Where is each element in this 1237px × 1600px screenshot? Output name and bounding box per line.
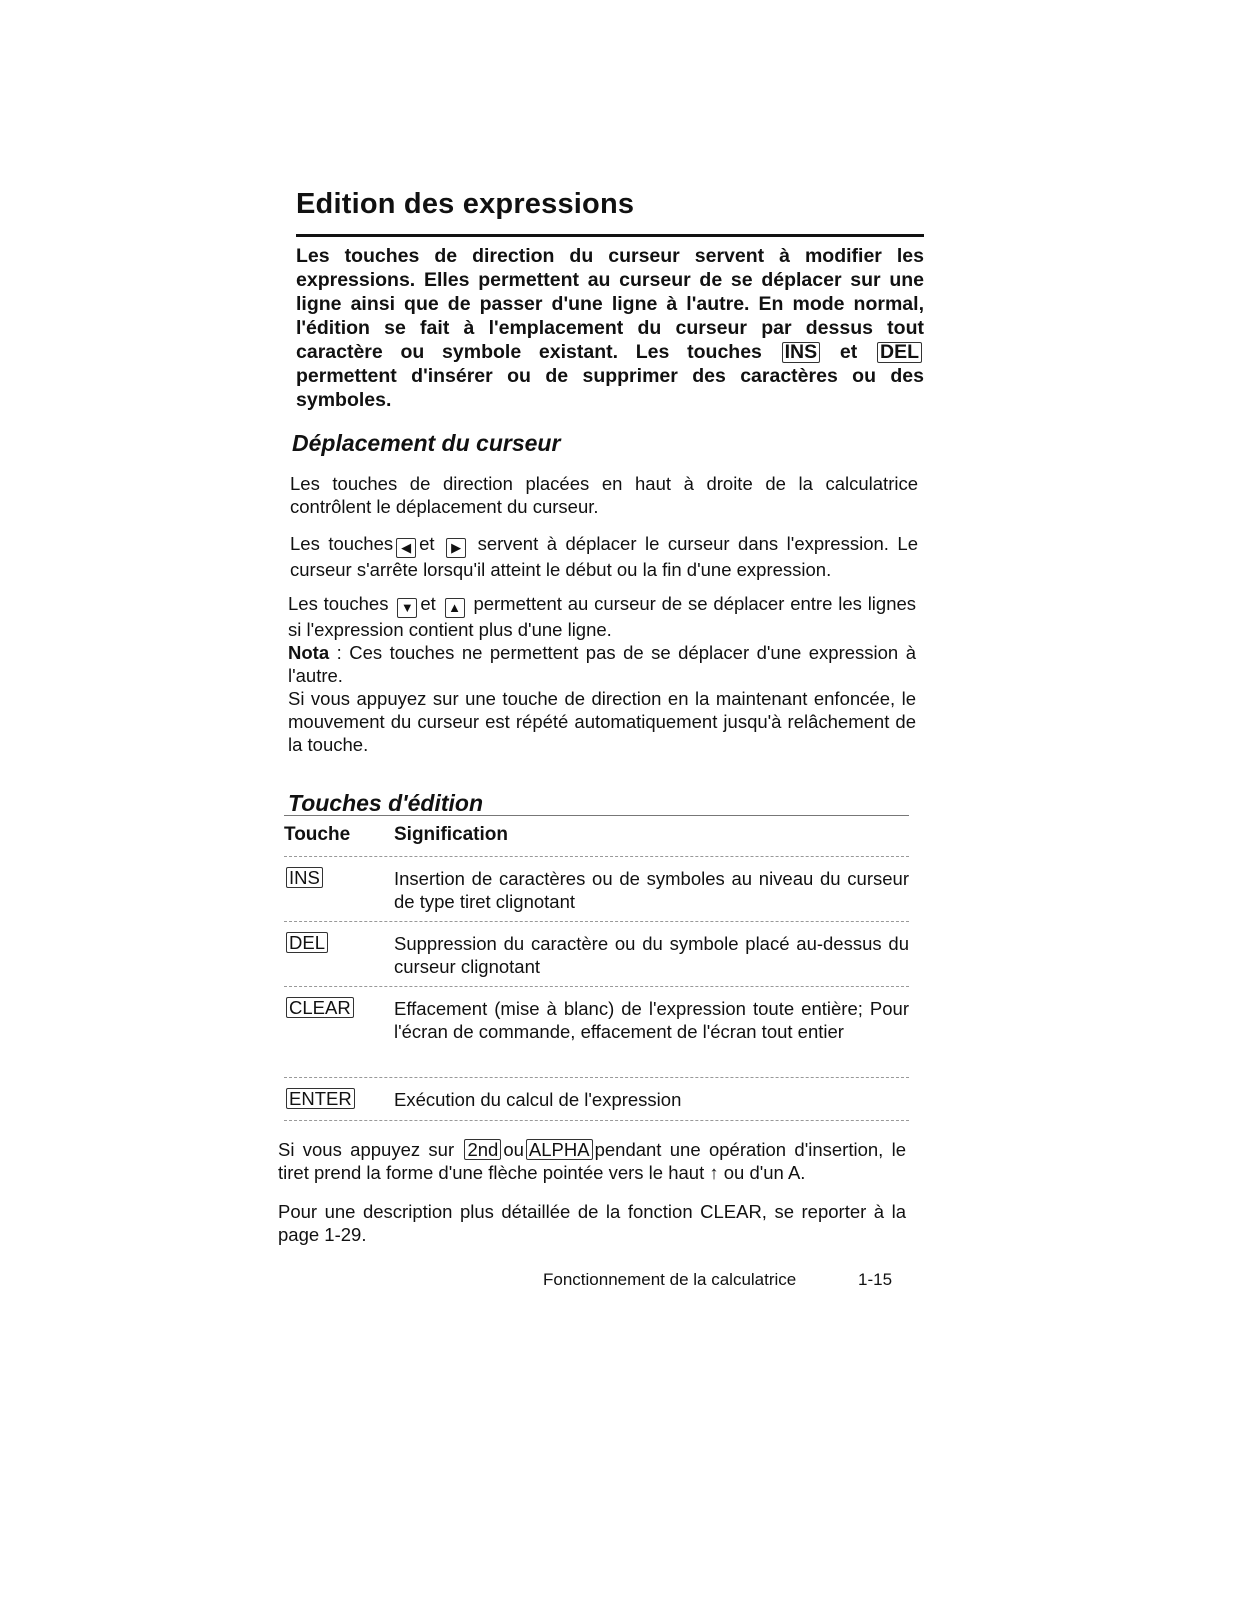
2nd-key: 2nd (464, 1139, 501, 1160)
table-key-del: DEL (286, 932, 328, 953)
table-header (284, 815, 909, 857)
table-row (284, 857, 909, 922)
section-title-cursor: Déplacement du curseur (292, 430, 561, 456)
table-desc-clear: Effacement (mise à blanc) de l'expression toute entière; Pour l'écran de commande, effacement de l'écran tout entier (394, 998, 909, 1042)
cursor-paragraph-3 (288, 592, 916, 756)
cursor-paragraph-2 (290, 532, 918, 581)
section-title-edit-keys: Touches d'édition (288, 790, 484, 816)
clear-reference-paragraph: Pour une description plus détaillée de la fonction CLEAR, se reporter à la page 1-29. (278, 1201, 906, 1245)
up-arrow-key-icon: ▲ (445, 598, 465, 618)
p3-text-4: Si vous appuyez sur une touche de direction en la maintenant enfoncée, le mouvement du curseur est répété automatiquement jusqu'à relâchement de la touche. (288, 688, 916, 755)
down-arrow-key-icon: ▼ (397, 598, 417, 618)
table-desc-ins: Insertion de caractères ou de symboles au niveau du curseur de type tiret clignotant (394, 868, 909, 912)
footer-chapter: Fonctionnement de la calculatrice (543, 1270, 797, 1289)
cursor-paragraph-1: Les touches de direction placées en haut à droite de la calculatrice contrôlent le déplacement du curseur. (290, 473, 918, 517)
intro-text-2: et (839, 341, 858, 363)
footer-page-number: 1-15 (858, 1270, 893, 1289)
edit-keys-table (284, 815, 909, 1121)
p2-text-1: Les touches (290, 533, 394, 554)
left-arrow-key-icon: ◀ (396, 538, 416, 558)
del-key: DEL (877, 342, 922, 363)
table-key-enter: ENTER (286, 1088, 355, 1109)
column-header-meaning: Signification (394, 824, 508, 845)
p3-text-3: permettent au curseur de se déplacer entre les lignes si l'expression contient plus d'une ligne. (288, 593, 917, 640)
p2-text-3: servent à déplacer le curseur dans l'expression. Le curseur s'arrête lorsqu'il atteint le début ou la fin d'une expression. (290, 533, 918, 580)
table-row (284, 987, 909, 1078)
p4-text-1: Si vous appuyez sur (278, 1139, 455, 1160)
p3-text-2: et (420, 593, 436, 614)
page-title: Edition des expressions (296, 188, 635, 220)
intro-text-1: Les touches de direction du curseur servent à modifier les expressions. Elles permettent au curseur de se déplacer sur une ligne ainsi que de passer d'une ligne à l'autre. En mode normal, l'édition se fait à l'emplacement du curseur par dessus tout caractère ou symbole existant. Les touches (296, 245, 924, 363)
nota-label: Nota (288, 642, 330, 663)
table-desc-del: Suppression du caractère ou du symbole placé au-dessus du curseur clignotant (394, 933, 909, 977)
table-row (284, 922, 909, 987)
p4-text-3: pendant une opération d'insertion, le tiret prend la forme d'une flèche pointée vers le haut ↑ ou d'un A. (278, 1139, 907, 1183)
table-key-clear: CLEAR (286, 997, 354, 1018)
p2-text-2: et (419, 533, 435, 554)
intro-text-3: permettent d'insérer ou de supprimer des caractères ou des symboles. (296, 365, 924, 411)
insert-mode-paragraph (278, 1138, 906, 1184)
column-header-key: Touche (284, 824, 351, 845)
title-rule (296, 234, 924, 237)
table-row (284, 1078, 909, 1121)
ins-key: INS (782, 342, 821, 363)
intro-paragraph (296, 244, 924, 412)
nota-text: : Ces touches ne permettent pas de se déplacer d'une expression à l'autre. (288, 642, 916, 686)
p4-text-2: ou (503, 1139, 524, 1160)
table-key-ins: INS (286, 867, 323, 888)
right-arrow-key-icon: ▶ (446, 538, 466, 558)
alpha-key: ALPHA (526, 1139, 593, 1160)
table-desc-enter: Exécution du calcul de l'expression (394, 1089, 682, 1110)
p3-text-1: Les touches (288, 593, 389, 614)
